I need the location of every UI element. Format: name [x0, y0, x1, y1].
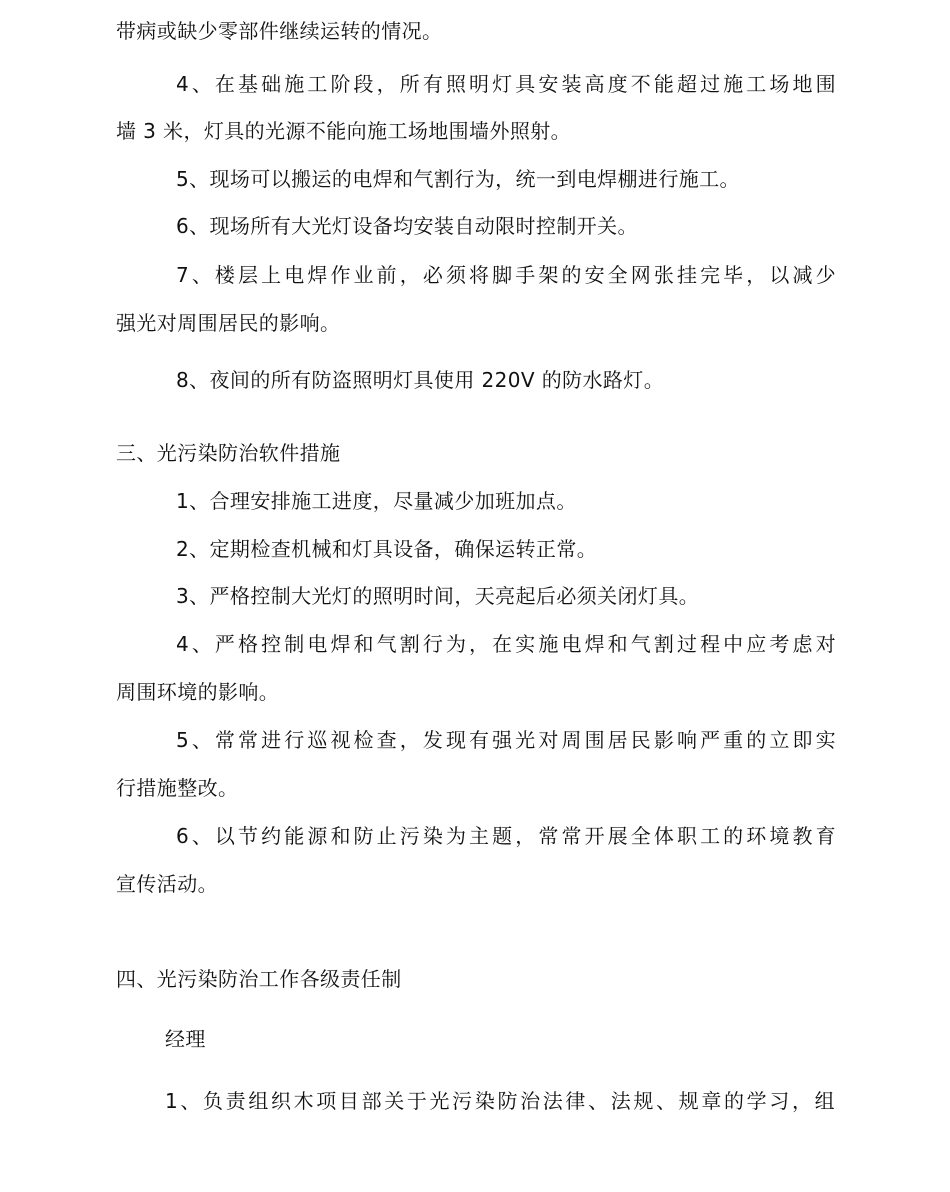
section-heading-4: 四、光污染防治工作各级责任制 [116, 967, 402, 991]
section3-item-2: 2、定期检查机械和灯具设备，确保运转正常。 [176, 537, 598, 561]
section3-item-6-line-1: 6、以节约能源和防止污染为主题，常常开展全体职工的环境教育 [176, 824, 836, 848]
paragraph-line: 带病或缺少零部件继续运转的情况。 [116, 19, 443, 43]
section3-item-4-line-2: 周围环境的影响。 [116, 680, 280, 704]
list-item-8: 8、夜间的所有防盗照明灯具使用 220V 的防水路灯。 [176, 368, 665, 392]
manager-duty-1: 1、负责组织木项目部关于光污染防治法律、法规、规章的学习，组 [165, 1089, 835, 1113]
list-item-6: 6、现场所有大光灯设备均安装自动限时控制开关。 [176, 214, 638, 238]
section3-item-5-line-1: 5、常常进行巡视检查，发现有强光对周围居民影响严重的立即实 [176, 728, 836, 752]
section3-item-6-line-2: 宣传活动。 [116, 872, 218, 896]
section3-item-3: 3、严格控制大光灯的照明时间，天亮起后必须关闭灯具。 [176, 584, 700, 608]
section3-item-4-line-1: 4、严格控制电焊和气割行为，在实施电焊和气割过程中应考虑对 [176, 632, 836, 656]
section-heading-3: 三、光污染防治软件措施 [116, 441, 341, 465]
section3-item-5-line-2: 行措施整改。 [116, 776, 239, 800]
section3-item-1: 1、合理安排施工进度，尽量减少加班加点。 [176, 489, 577, 513]
list-item-5: 5、现场可以搬运的电焊和气割行为，统一到电焊棚进行施工。 [176, 167, 740, 191]
list-item-7-line-2: 强光对周围居民的影响。 [116, 311, 341, 335]
list-item-4-line-1: 4、在基础施工阶段，所有照明灯具安装高度不能超过施工场地围 [176, 72, 836, 96]
list-item-7-line-1: 7、楼层上电焊作业前，必须将脚手架的安全网张挂完毕，以减少 [176, 263, 836, 287]
role-title-manager: 经理 [165, 1027, 206, 1051]
list-item-4-line-2: 墙 3 米，灯具的光源不能向施工场地围墙外照射。 [116, 119, 572, 143]
